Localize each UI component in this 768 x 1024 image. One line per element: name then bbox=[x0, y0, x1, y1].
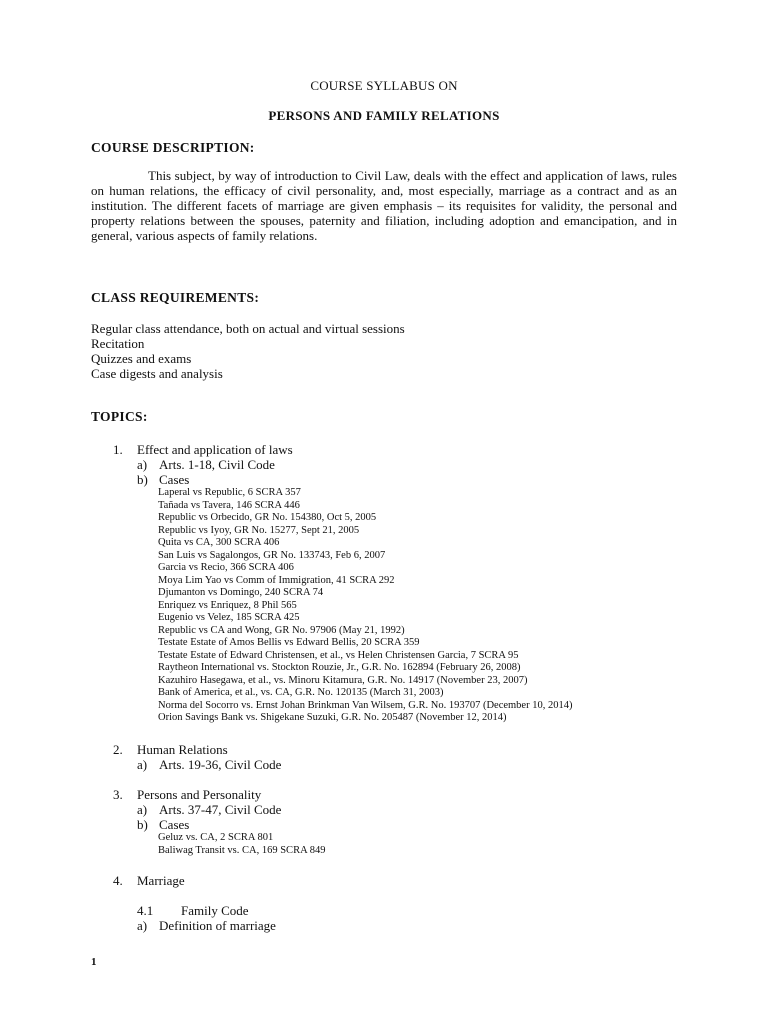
page-number: 1 bbox=[91, 956, 97, 968]
subitem-text: Cases bbox=[159, 472, 190, 487]
case-citation: Djumanton vs Domingo, 240 SCRA 74 bbox=[158, 587, 324, 598]
topic-title: Effect and application of laws bbox=[137, 442, 293, 457]
case-citation: Tañada vs Tavera, 146 SCRA 446 bbox=[158, 499, 300, 511]
case-citation: Moya Lim Yao vs Comm of Immigration, 41 SCRA 292 bbox=[158, 574, 395, 586]
subitem-text: Arts. 37-47, Civil Code bbox=[159, 802, 282, 817]
case-citation: Republic vs CA and Wong, GR No. 97906 (May 21, 1992) bbox=[158, 624, 405, 636]
case-citation: Geluz vs. CA, 2 SCRA 801 bbox=[158, 832, 274, 843]
subitem-letter: a) bbox=[137, 918, 148, 933]
requirement-item: Quizzes and exams bbox=[91, 351, 192, 366]
topic-number: 2. bbox=[113, 742, 123, 757]
requirement-item: Regular class attendance, both on actual and virtual sessions bbox=[91, 321, 405, 336]
case-citation: Orion Savings Bank vs. Shigekane Suzuki, G.R. No. 205487 (November 12, 2014) bbox=[158, 712, 507, 723]
case-citation: Enriquez vs Enriquez, 8 Phil 565 bbox=[158, 599, 297, 611]
case-citation: Baliwag Transit vs. CA, 169 SCRA 849 bbox=[158, 845, 326, 856]
subsection-number: 4.1 bbox=[137, 903, 154, 918]
topic-title: Marriage bbox=[137, 873, 185, 888]
subitem-letter: b) bbox=[137, 817, 148, 832]
course-description-text: This subject, by way of introduction to Civil Law, deals with the effect and application of laws, rules on human relations, the efficacy of civil personality, and, most especially, marriage as a contract and as an institution. The different facets of marriage are given emphasis – its requisites for validity, the personal and property relations between the spouses, paternity and filiation, including adoption and emancipation, and in general, various aspects of family relations. bbox=[91, 168, 677, 243]
subitem-text: Arts. 19-36, Civil Code bbox=[159, 757, 282, 772]
case-citation: Bank of America, et al., vs. CA, G.R. No. 120135 (March 31, 2003) bbox=[158, 687, 444, 698]
subitem-letter: a) bbox=[137, 457, 148, 472]
case-citation: Kazuhiro Hasegawa, et al., vs. Minoru Kitamura, G.R. No. 14917 (November 23, 2007) bbox=[158, 674, 528, 686]
case-citation: Garcia vs Recio, 366 SCRA 406 bbox=[158, 562, 294, 573]
requirement-item: Case digests and analysis bbox=[91, 366, 223, 381]
syllabus-title: COURSE SYLLABUS ON bbox=[310, 78, 458, 93]
subsection-title: Family Code bbox=[181, 903, 249, 918]
case-citation: Norma del Socorro vs. Ernst Johan Brinkman Van Wilsem, G.R. No. 193707 (December 10, 2014) bbox=[158, 699, 573, 711]
case-citation: Eugenio vs Velez, 185 SCRA 425 bbox=[158, 612, 300, 623]
topic-number: 3. bbox=[113, 787, 123, 802]
topic-number: 4. bbox=[113, 873, 123, 888]
case-citation: Laperal vs Republic, 6 SCRA 357 bbox=[158, 487, 301, 498]
course-title: PERSONS AND FAMILY RELATIONS bbox=[268, 108, 500, 123]
case-citation: San Luis vs Sagalongos, GR No. 133743, Feb 6, 2007 bbox=[158, 549, 386, 561]
case-citation: Testate Estate of Edward Christensen, et al., vs Helen Christensen Garcia, 7 SCRA 95 bbox=[158, 649, 519, 661]
subitem-text: Definition of marriage bbox=[159, 918, 276, 933]
case-citation: Testate Estate of Amos Bellis vs Edward Bellis, 20 SCRA 359 bbox=[158, 637, 420, 648]
topic-number: 1. bbox=[113, 442, 123, 457]
subitem-letter: b) bbox=[137, 472, 148, 487]
case-citation: Raytheon International vs. Stockton Rouzie, Jr., G.R. No. 162894 (February 26, 2008) bbox=[158, 662, 521, 673]
topics-heading: TOPICS: bbox=[91, 409, 148, 424]
subitem-text: Arts. 1-18, Civil Code bbox=[159, 457, 275, 472]
topic-title: Human Relations bbox=[137, 742, 228, 757]
subitem-letter: a) bbox=[137, 757, 148, 772]
course-description-heading: COURSE DESCRIPTION: bbox=[91, 140, 255, 155]
subitem-text: Cases bbox=[159, 817, 190, 832]
topic-title: Persons and Personality bbox=[137, 787, 262, 802]
case-citation: Quita vs CA, 300 SCRA 406 bbox=[158, 537, 280, 548]
case-citation: Republic vs Iyoy, GR No. 15277, Sept 21, 2005 bbox=[158, 524, 360, 536]
requirement-item: Recitation bbox=[91, 336, 145, 351]
subitem-letter: a) bbox=[137, 802, 148, 817]
case-citation: Republic vs Orbecido, GR No. 154380, Oct 5, 2005 bbox=[158, 512, 377, 523]
class-requirements-heading: CLASS REQUIREMENTS: bbox=[91, 290, 260, 305]
